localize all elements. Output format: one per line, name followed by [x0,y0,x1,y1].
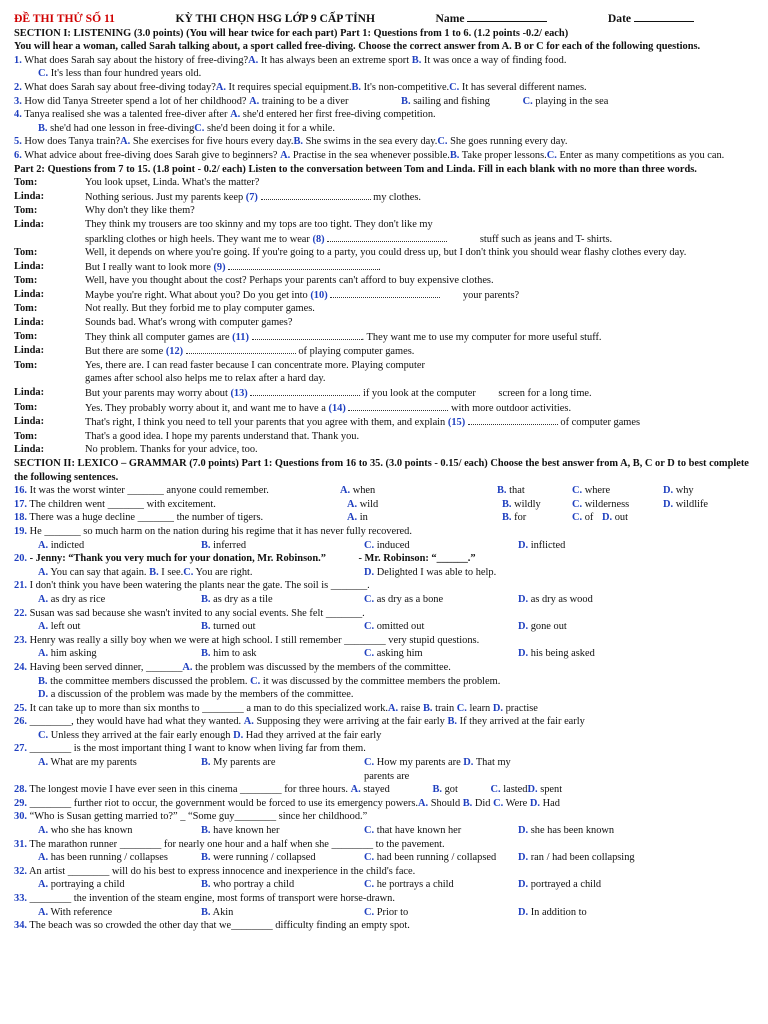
question-29: 29. ________ further riot to occur, the government would be forced to use its emergency powers.A. Should B. Did C. Were D. Had [14,797,560,809]
question-33: 33. ________ the invention of the steam engine, most forms of transport were horse-drawn. [14,893,395,904]
question-20: 20. - Jenny: “Thank you very much for your donation, Mr. Robinson.” - Mr. Robinson: “______.” [14,553,476,565]
question-32: 32. An artist ________ will do his best to express innocence and inexperience in the child's face. [14,865,416,877]
question-5: 5. How does Tanya train?A. She exercises for five hours every day.B. She swims in the sea every day.C. She goes running every day. [14,136,568,148]
question-16: 16. It was the worst winter _______ anyone could remember. A. when B. that C. where D. why [14,485,694,497]
question-19: 19. He _______ so much harm on the nation during his regime that it has never fully recovered. [14,525,412,537]
exam-number: ĐỀ THI THỬ SỐ 11 [14,12,115,25]
part2-title: Part 2: Questions from 7 to 15. (1.8 point - 0.2/ each) Listen to the conversation between Tom and Linda. Fill in each blank with no more than three words. [14,163,697,175]
exam-title: KỲ THI CHỌN HSG LỚP 9 CẤP TỈNH [175,12,376,25]
name-field: Name [436,12,548,26]
question-27: 27. ________ is the most important thing I want to know when living far from them. [14,743,366,755]
question-17: 17. The children went _______ with excitement. A. wild B. wildly C. wilderness D. wildlife [14,498,709,510]
question-2: 2. What does Sarah say about free-diving today?A. It requires special equipment.B. It's non-competitive.C. It has several different names. [14,81,587,93]
question-18: 18. There was a huge decline _______ the number of tigers. A. in B. for C. of D. out [14,512,628,524]
question-28: 28. The longest movie I have ever seen in this cinema ________ for three hours. A. stayed B. got C. lastedD. spent [14,784,563,796]
dialogue: Tom: You look upset, Linda. What's the matter? Linda: Nothing serious. Just my parents keep (7) my clothes. Tom: Why don't they like them? Linda: They think my trousers are too skinny and my tops are too tight. They don't like my sparkling clothes or high heels. They want me to wear (8) stuff such as jeans and T- shirts. Tom: Well, it depends on where you're going. If you're going to a party, you could dress up, but I don't think you should wear flashy clothes every day. Linda: But I really want to look more (9) . Tom: Well, have you thought about the cost? Perhaps your parents can't afford to buy expensive clothes. Linda: Maybe you're right. What about you? Do you get into (10) your parents? Tom: Not really. But they forbid me to play computer games. Linda: Sounds bad. What's wrong with computer games? Tom: They think all computer games are (11) . They want me to use my computer for more useful stuff. Linda: But there are some (12) of playing computer games. Tom: Yes, there are. I can read faster because I can concentrate more. Playing computer games after school also helps me to relax after a hard day. Linda: But your parents may worry about (13) if you look at the computer screen for a long time. Tom: Yes. They probably worry about it, and want me to have a (14) with more outdoor activities. Linda: That's right, I think you need to tell your parents that you agree with them, and explain (15) of computer games Tom: That's a good idea. I hope my parents understand that. Thank you. Linda: No problem. Thanks for your advice, too. [14,177,687,456]
date-field: Date [608,12,694,26]
question-21: 21. I don't think you have been watering the plants near the gate. The soil is _______. [14,580,370,592]
question-22: 22. Susan was sad because she wasn't invited to any social events. She felt _______. [14,607,365,619]
question-6: 6. What advice about free-diving does Sarah give to beginners? A. Practise in the sea whenever possible.B. Take proper lessons.C. Enter as many competitions as you can. [14,149,725,161]
section1-instructions: You will hear a woman, called Sarah talking about, a sport called free-diving. Choose the correct answer from A. B or C for each of the following questions. [14,41,701,53]
question-4: 4. Tanya realised she was a talented free-diver after A. she'd entered her first free-diving competition. [14,109,436,121]
question-23: 23. Henry was really a silly boy when we were at high school. I still remember ________ very stupid questions. [14,634,480,646]
question-25: 25. It can take up to more than six months to ________ a man to do this specialized work.A. raise B. train C. learn D. practise [14,702,538,714]
question-24: 24. Having been served dinner, _______A. the problem was discussed by the members of the committee. [14,661,451,673]
question-31: 31. The marathon runner ________ for nearly one hour and a half when she ________ to the pavement. [14,838,445,850]
question-1: 1. What does Sarah say about the history of free-diving?A. It has always been an extreme sport B. It was once a way of finding food. [14,54,567,66]
section1-title: SECTION I: LISTENING (3.0 points) (You will hear twice for each part) Part 1: Questions from 1 to 6. (1.2 points -0.2/ each) [14,27,569,39]
exam-page: ĐỀ THI THỬ SỐ 11 KỲ THI CHỌN HSG LỚP 9 CẤP TỈNH Name Date SECTION I: LISTENING (3.0 points) (You will hear twice for each part) Part 1: Questions from 1 to 6. (1.2 points -0.2/ each) You will hear a woman, called Sarah talking about, a sport called free-diving. Choose the correct answer from A. B or C for each of the following questions. 1. What does Sarah say about the history of free-diving?A. It has always been an extreme sport B. It was once a way of finding food. C. It's less than four hundred years old. 2. What does Sarah say about free-diving today?A. It requires special equipment.B. It's non-competitive.C. It has several different names. 3. How did Tanya Streeter spend a lot of her childhood? A. training to be a diver B. sailing and fishing C. playing in the sea 4. Tanya realised she was a talented free-diver after A. she'd entered her first free-diving competition. B. she'd had one lesson in free-divingC. she'd been doing it for a while. 5. How does Tanya train?A. She exercises for five hours every day.B. She swims in the sea every day.C. She goes running every day. 6. What advice about free-diving does Sarah give to beginners? A. Practise in the sea whenever possible.B. Take proper lessons.C. Enter as many competitions as you can. Part 2: Questions from 7 to 15. (1.8 point - 0.2/ each) Listen to the conversation between Tom and Linda. Fill in each blank with no more than three words. Tom: You look upset, Linda. What's the matter? Linda: Nothing serious. Just my parents keep (7) my clothes. Tom: Why don't they like them? Linda: They think my trousers are too skinny and my tops are too tight. They don't like my sparkling clothes or high heels. They want me to wear (8) stuff such as jeans and T- shirts. Tom: Well, it depends on where you're going. If you're going to a party, you could dress up, but I don't think you should wear flashy clothes every day. Linda: But I really want to look more (9) . Tom: Well, have you thought about the cost? Perhaps your parents can't afford to buy expensive clothes. Linda: Maybe you're right. What about you? Do you get into (10) your parents? Tom: Not really. But they forbid me to play computer games. Linda: Sounds bad. What's wrong with computer games? Tom: They think all computer games are (11) . They want me to use my computer for more useful stuff. Linda: But there are some (12) of playing computer games. Tom: Yes, there are. I can read faster because I can concentrate more. Playing computer games after school also helps me to relax after a hard day. Linda: But your parents may worry about (13) if you look at the computer screen for a long time. Tom: Yes. They probably worry about it, and want me to have a (14) with more outdoor activities. Linda: That's right, I think you need to tell your parents that you agree with them, and explain (15) of computer games Tom: That's a good idea. I hope my parents understand that. Thank you. Linda: No problem. Thanks for your advice, too. SECTION II: LEXICO – GRAMMAR (7.0 points) Part 1: Questions from 16 to 35. (3.0 points - 0.15/ each) Choose the best answer from A, B, C or D to best complete the following sentences. 16. It was the worst winter _______ anyone could remember. A. when B. that C. where D. why 17. The children went _______ with excitement. A. wild B. wildly C. wilderness D. wildlife 18. There was a huge decline _______ the number of tigers. A. in B. for C. of D. out 19. He _______ so much harm on the nation during his regime that it has never fully recovered. A. indicted B. inferred C. induced D. inflicted 20. - Jenny: “Thank you very much for your donation, Mr. Robinson.” - Mr. Robinson: “______.” A. You can say that again. B. I see.C. You are right. D. Delighted I was able to help. 21. I don't think you have been watering the plants near the gate. The soil is _______. A. as dry as rice B. as dry as a tile C. as dry as a bone D. as dry as wood 22. Susan was sad because she wasn't invited to any social events. She felt _______. A. left out B. turned out C. omitted out D. gone out 23. Henry was really a silly boy when we were at high school. I still remember ________ very stupid questions. A. him asking B. him to ask C. asking him D. his being asked 24. Having been served dinner, _______A. the problem was discussed by the members of the committee. B. the committee members discussed the problem. C. it was discussed by the committee members the problem. D. a discussion of the problem was made by the members of the committee. 25. It can take up to more than six months to ________ a man to do this specialized work.A. raise B. train C. learn D. practise 26. ________, they would have had what they wanted. A. Supposing they were arriving at the fair early B. If they arrived at the fair early C. Unless they arrived at the fair early enough D. Had they arrived at the fair early 27. ________ is the most important thing I want to know when living far from them. A. What are my parents B. My parents are C. How my parents are D. That my parents are 28. The longest movie I have ever seen in this cinema ________ for three hours. A. stayed B. got C. lastedD. spent 29. ________ further riot to occur, the government would be forced to use its emergency powers.A. Should B. Did C. Were D. Had 30. “Who is Susan getting married to?” _ “Some guy________ since her childhood.” A. who she has known B. have known her C. that have known her D. she has been known 31. The marathon runner ________ for nearly one hour and a half when she ________ to the pavement. A. has been running / collapses B. were running / collapsed C. had been running / collapsed D. ran / had been collapsing 32. An artist ________ will do his best to express innocence and inexperience in the child's face. A. portraying a child B. who portray a child C. he portrays a child D. portrayed a child 33. ________ the invention of the steam engine, most forms of transport were horse-drawn. A. With reference B. Akin C. Prior to D. In addition to 34. The beach was so crowded the other day that we________ difficulty finding an empty spot. [0,0,768,1024]
exam-header [14,12,754,26]
section2-title: SECTION II: LEXICO – GRAMMAR (7.0 points) Part 1: Questions from 16 to 35. (3.0 points - 0.15/ each) Choose the best answer from A, B, C or D to best complete the following sentences. [14,458,749,483]
question-26: 26. ________, they would have had what they wanted. A. Supposing they were arriving at the fair early B. If they arrived at the fair early [14,716,585,728]
question-34: 34. The beach was so crowded the other day that we________ difficulty finding an empty spot. [14,920,410,932]
question-30: 30. “Who is Susan getting married to?” _ “Some guy________ since her childhood.” [14,811,368,823]
question-3: 3. How did Tanya Streeter spend a lot of her childhood? A. training to be a diver B. sailing and fishing C. playing in the sea [14,95,609,107]
